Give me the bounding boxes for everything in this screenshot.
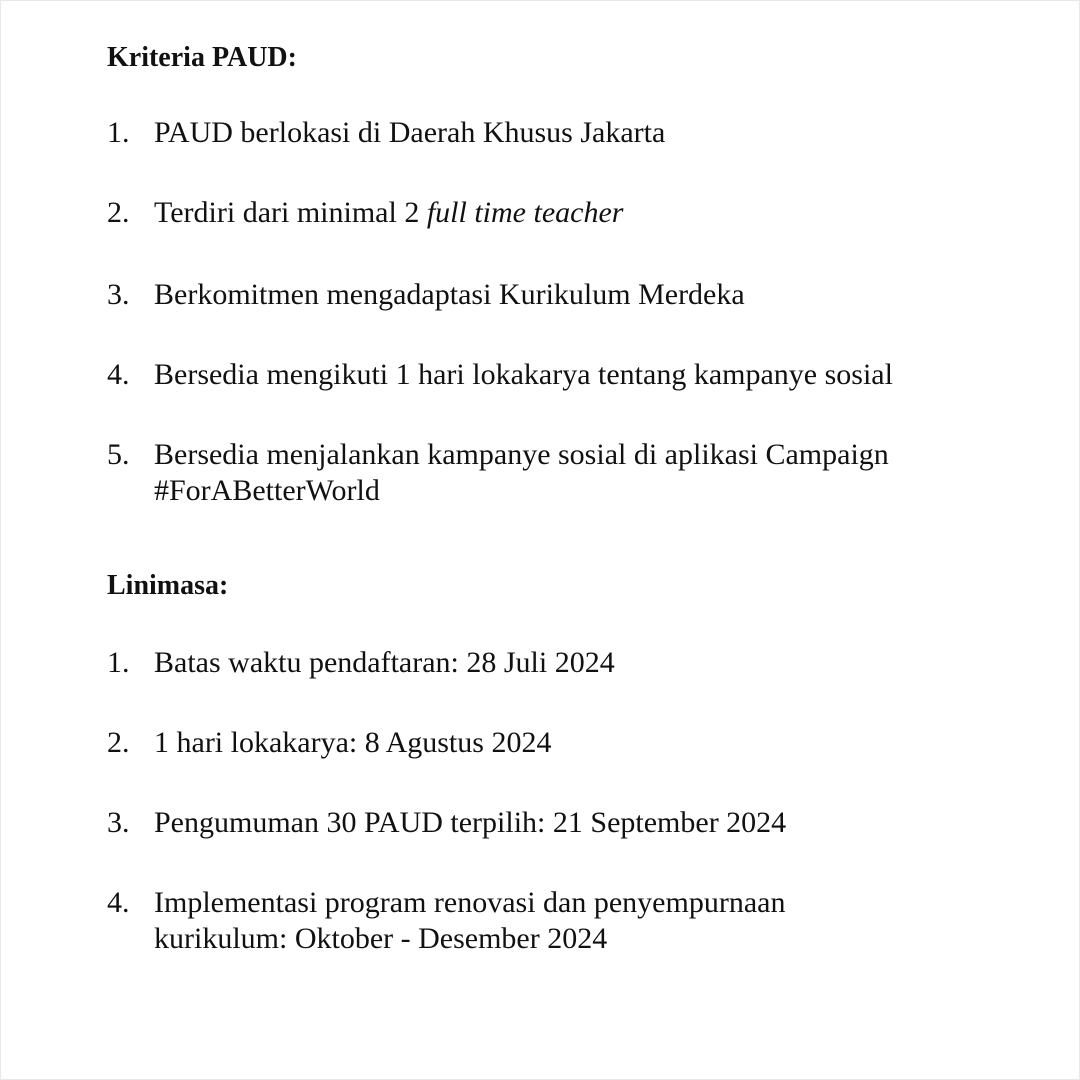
list-item-text (154, 437, 1007, 509)
list-item-line-2: #ForABetterWorld (154, 474, 380, 507)
list-item-text: Pengumuman 30 PAUD terpilih: 21 September 2024 (154, 806, 787, 839)
kriteria-item-2 (107, 195, 1007, 231)
list-item-text-regular: Terdiri dari minimal 2 (154, 196, 427, 229)
linimasa-item-2 (107, 725, 1007, 761)
linimasa-item-1 (107, 645, 1007, 681)
list-number: 3. (107, 278, 130, 311)
list-number: 1. (107, 116, 130, 149)
list-number: 5. (107, 438, 130, 471)
list-item-line-2: kurikulum: Oktober - Desember 2024 (154, 922, 608, 955)
list-item-text: PAUD berlokasi di Daerah Khusus Jakarta (154, 116, 666, 149)
kriteria-item-1 (107, 115, 1007, 151)
list-item-text-italic: full time teacher (426, 196, 624, 229)
list-number: 1. (107, 646, 130, 679)
list-item-text (154, 195, 1007, 231)
list-item-line-1: Implementasi program renovasi dan penyempurnaan (154, 886, 786, 919)
linimasa-item-4 (107, 885, 1007, 957)
linimasa-item-3 (107, 805, 1007, 841)
linimasa-heading: Linimasa: (107, 570, 229, 601)
kriteria-heading: Kriteria PAUD: (107, 42, 297, 73)
list-number: 4. (107, 886, 130, 919)
list-item-text: Batas waktu pendaftaran: 28 Juli 2024 (154, 646, 615, 679)
list-number: 4. (107, 358, 130, 391)
kriteria-item-4 (107, 357, 1007, 393)
list-item-text: Berkomitmen mengadaptasi Kurikulum Merdeka (154, 278, 745, 311)
list-item-text (154, 885, 1007, 957)
list-number: 2. (107, 726, 130, 759)
kriteria-item-5 (107, 437, 1007, 509)
list-number: 2. (107, 196, 130, 229)
list-item-line-1: Bersedia menjalankan kampanye sosial di aplikasi Campaign (154, 438, 889, 471)
list-item-text: 1 hari lokakarya: 8 Agustus 2024 (154, 726, 552, 759)
kriteria-item-3 (107, 277, 1007, 313)
list-item-text: Bersedia mengikuti 1 hari lokakarya tentang kampanye sosial (154, 358, 893, 391)
list-number: 3. (107, 806, 130, 839)
